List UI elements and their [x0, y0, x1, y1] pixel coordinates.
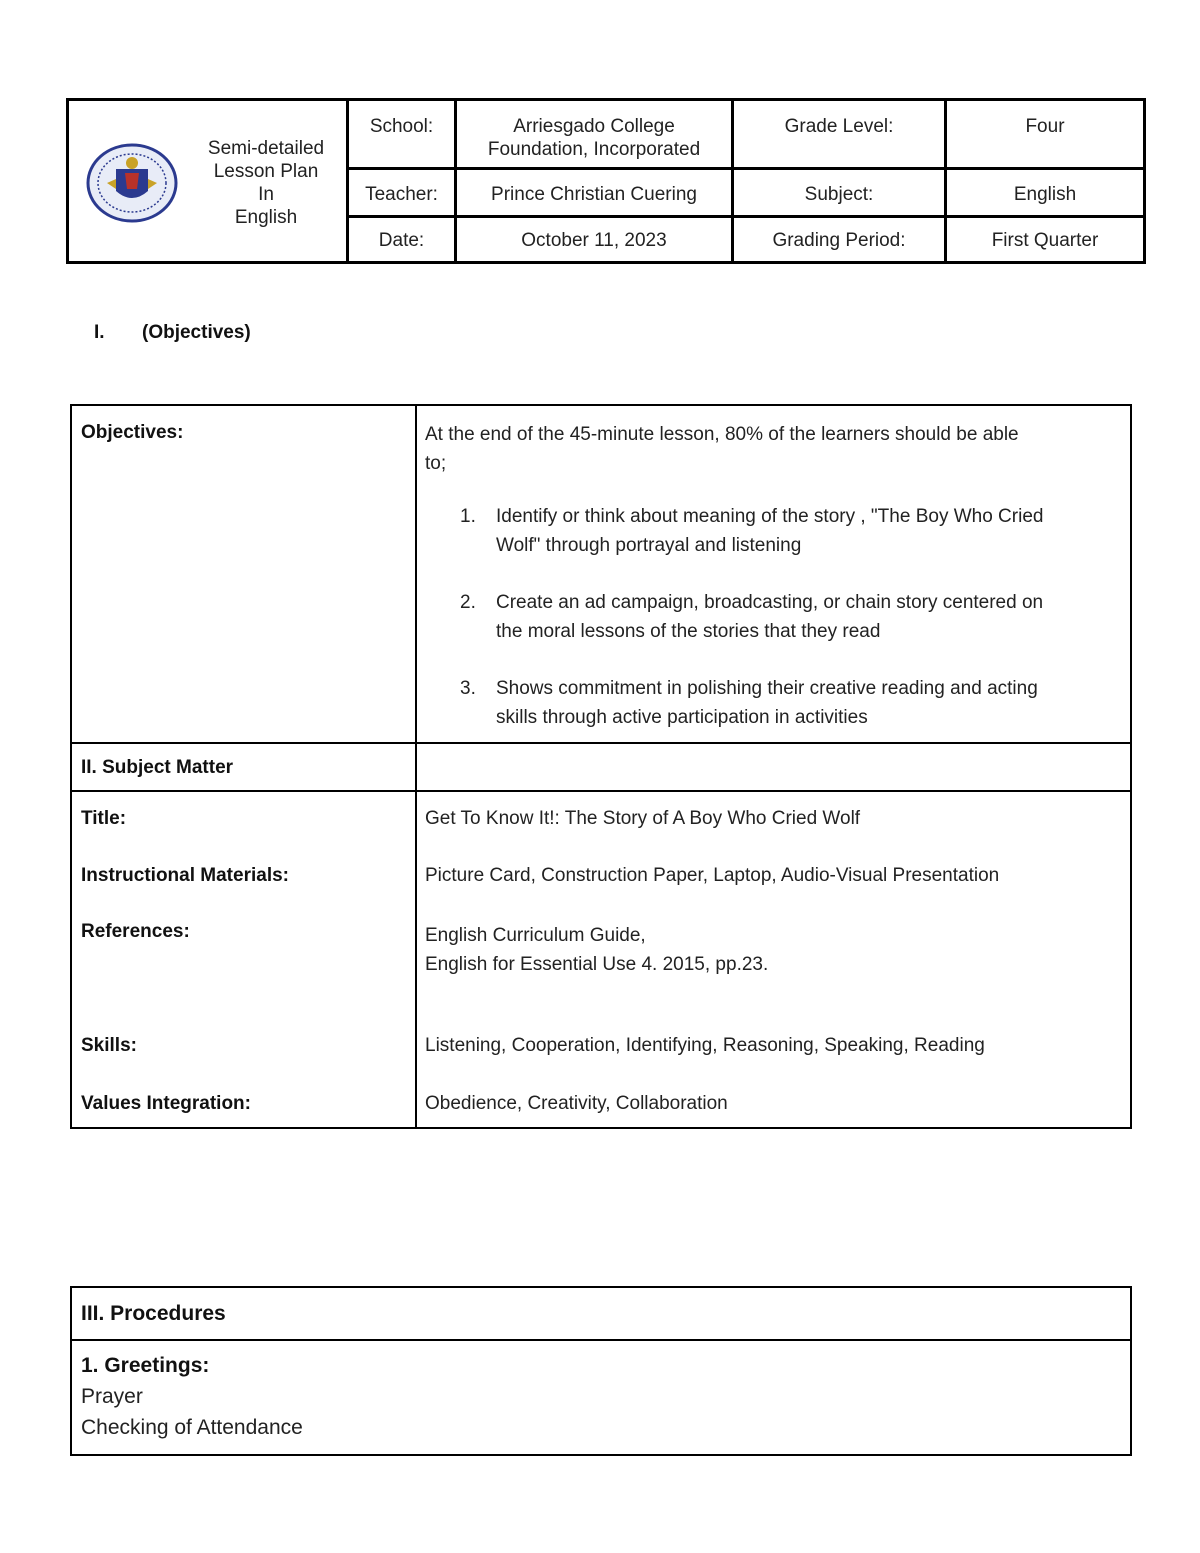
- plan-title-line: Semi-detailed: [207, 138, 325, 159]
- grading-period-value: First Quarter: [991, 230, 1099, 251]
- subject-value: English: [1013, 184, 1077, 205]
- reference-line: English for Essential Use 4. 2015, pp.23.: [425, 954, 769, 975]
- objectives-intro: [425, 420, 1115, 478]
- grid-line: [72, 790, 1130, 792]
- objective-line: Wolf" through portrayal and listening: [496, 535, 802, 556]
- objective-number: 2.: [460, 592, 476, 613]
- grid-line: [415, 406, 417, 1127]
- title-label: Title:: [81, 808, 127, 829]
- teacher-value: Prince Christian Cuering: [491, 184, 697, 205]
- procedure-step: Prayer: [81, 1385, 143, 1408]
- school-value-line: Foundation, Incorporated: [487, 139, 701, 160]
- objective-number: 1.: [460, 506, 476, 527]
- date-value: October 11, 2023: [521, 230, 667, 251]
- procedure-step: Checking of Attendance: [81, 1416, 303, 1439]
- objective-number: 3.: [460, 678, 476, 699]
- objective-line: the moral lessons of the stories that they read: [496, 621, 881, 642]
- greetings-label: 1. Greetings:: [81, 1354, 210, 1377]
- procedures-heading: III. Procedures: [81, 1302, 226, 1325]
- objectives-label: Objectives:: [81, 422, 184, 443]
- header-table: [66, 98, 1146, 264]
- procedures-table: [70, 1286, 1132, 1456]
- values-integration-value: Obedience, Creativity, Collaboration: [425, 1093, 728, 1114]
- references-value: [425, 921, 768, 979]
- skills-label: Skills:: [81, 1035, 137, 1056]
- plan-title-line: Lesson Plan: [213, 161, 319, 182]
- section-title: (Objectives): [142, 322, 251, 343]
- materials-label: Instructional Materials:: [81, 865, 289, 886]
- teacher-label: Teacher:: [365, 184, 438, 205]
- date-label: Date:: [378, 230, 425, 251]
- grade-level-label: Grade Level:: [784, 116, 894, 137]
- materials-value: Picture Card, Construction Paper, Laptop, Audio-Visual Presentation: [425, 865, 1000, 886]
- grid-line: [346, 215, 1143, 218]
- deped-seal-logo: [85, 139, 179, 223]
- objective-item: [460, 674, 1120, 732]
- section-heading-objectives: [94, 322, 251, 344]
- reference-line: English Curriculum Guide,: [425, 925, 646, 946]
- objective-line: Shows commitment in polishing their creative reading and acting: [496, 678, 1038, 699]
- lesson-plan-title: [191, 137, 341, 229]
- grade-level-value: Four: [1025, 116, 1065, 137]
- school-label: School:: [369, 116, 434, 137]
- objective-line: Create an ad campaign, broadcasting, or chain story centered on: [496, 592, 1044, 613]
- grid-line: [72, 1339, 1130, 1341]
- objective-line: skills through active participation in activities: [496, 707, 868, 728]
- skills-value: Listening, Cooperation, Identifying, Reasoning, Speaking, Reading: [425, 1035, 985, 1056]
- plan-title-line: English: [234, 207, 298, 228]
- subject-matter-heading: II. Subject Matter: [81, 757, 234, 778]
- objectives-table: [70, 404, 1132, 1129]
- intro-line: At the end of the 45-minute lesson, 80% of the learners should be able: [425, 424, 1019, 445]
- grid-line: [72, 742, 1130, 744]
- school-value-line: Arriesgado College: [513, 116, 675, 137]
- values-integration-label: Values Integration:: [81, 1093, 251, 1114]
- objective-item: [460, 502, 1120, 560]
- references-label: References:: [81, 921, 190, 942]
- objective-line: Identify or think about meaning of the story , "The Boy Who Cried: [496, 506, 1044, 527]
- school-value: [457, 115, 731, 161]
- section-numeral: I.: [94, 322, 105, 343]
- subject-label: Subject:: [804, 184, 874, 205]
- plan-title-line: In: [258, 184, 274, 205]
- title-value: Get To Know It!: The Story of A Boy Who Cried Wolf: [425, 808, 861, 829]
- intro-line: to;: [425, 453, 447, 474]
- grading-period-label: Grading Period:: [772, 230, 906, 251]
- objective-item: [460, 588, 1120, 646]
- grid-line: [346, 167, 1143, 170]
